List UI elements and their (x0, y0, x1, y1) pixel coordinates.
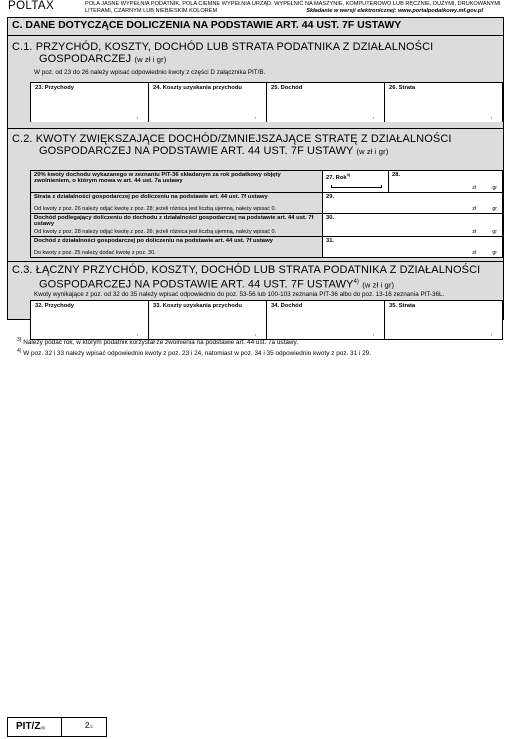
row-29-description: Strata z działalności gospodarczej po doliczeniu na podstawie art. 44 ust. 7f ustawy Od kwoty z poz. 26 należy odjąć kwotę z poz. 28; jeżeli różnica jest liczbą ujemną, należy wpisać 0. (31, 193, 323, 213)
instruction-line-1: POLA JASNE WYPEŁNIA PODATNIK, POLA CIEMNE WYPEŁNIA URZĄD. WYPEŁNIĆ NA MASZYNIE, KOMPUTEROWO LUB RĘCZNIE, DUŻYMI, DRUKOWANYMI (85, 1, 501, 7)
section-c-header (8, 18, 503, 36)
form-section-c (7, 17, 504, 337)
footnote-3: $^{3)}$ Należy podać rok, w którym podatnik korzystał ze zwolnienia na podstawie art. 44 ust. 7a ustawy. (17, 337, 299, 347)
footnote-4: $^{4)}$ W poz. 32 i 33 należy wpisać odpowiednio kwoty z poz. 23 i 24, natomiast w poz. 34 i 35 odpowiednio kwoty z poz. 31 i 29. (17, 348, 372, 358)
poltax-logo: POLTAX (8, 0, 55, 12)
section-c1-fields (30, 82, 503, 122)
row-27-28-description: 20% kwoty dochodu wykazanego w zeznaniu PIT-36 składanym za rok podatkowy objęty zwolnieniem, o którym mowa w art. 44 ust. 7a ustawy (31, 171, 323, 192)
field-23-income[interactable]: 23. Przychody , (31, 83, 149, 122)
field-24-costs[interactable]: 24. Koszty uzyskania przychodu , (149, 83, 267, 122)
field-25-profit[interactable]: 25. Dochód , (267, 83, 385, 122)
section-c1-title: C.1. PRZYCHÓD, KOSZTY, DOCHÓD LUB STRATA PODATNIKA Z DZIAŁALNOŚCI GOSPODARCZEJ (w zł i gr) (12, 41, 434, 65)
year-input-ticks (331, 185, 382, 188)
table-row (31, 214, 503, 237)
electronic-submission-note: Składanie w wersji elektronicznej: www.portalpodatkowy.mf.gov.pl (306, 7, 483, 14)
field-28-amount[interactable]: 28. zł gr (389, 171, 503, 192)
fill-instructions (85, 1, 505, 14)
instruction-line-2: LITERAMI, CZARNYM LUB NIEBIESKIM KOLOREM (85, 7, 218, 14)
field-26-loss[interactable]: 26. Strata , (385, 83, 503, 122)
form-code: PIT/Z(5) (7, 717, 62, 737)
table-row (31, 193, 503, 214)
table-row (31, 237, 503, 258)
section-c3-note: Kwoty wynikające z poz. od 32 do 35 należy wpisać odpowiednio do poz. 53-56 lub 100-103 zeznania PIT-36 albo do poz. 13-16 zeznania PIT-36L. (34, 291, 445, 298)
footnotes (17, 334, 371, 360)
section-c-title: C. DANE DOTYCZĄCE DOLICZENIA NA PODSTAWIE ART. 44 UST. 7F USTAWY (12, 19, 402, 31)
section-c3-title: C.3. ŁĄCZNY PRZYCHÓD, KOSZTY, DOCHÓD LUB STRATA PODATNIKA Z DZIAŁALNOŚCI GOSPODARCZEJ NA PODSTAWIE ART. 44 UST. 7F USTAWY$^{4)}$ (w zł i gr) (12, 264, 481, 291)
table-row (31, 171, 503, 193)
row-31-description: Dochód z działalności gospodarczej po doliczeniu na podstawie art. 44 ust. 7f ustawy Do kwoty z poz. 25 należy dodać kwotę z poz. 30. (31, 237, 323, 257)
section-c2-title: C.2. KWOTY ZWIĘKSZAJĄCE DOCHÓD/ZMNIEJSZAJĄCE STRATĘ Z DZIAŁALNOŚCI GOSPODARCZEJ NA PODSTAWIE ART. 44 UST. 7F USTAWY (w zł i gr) (12, 133, 452, 157)
section-c2-table (30, 170, 503, 258)
section-c1-note: W poz. od 23 do 26 należy wpisać odpowiednio kwoty z części D załącznika PIT/B. (34, 69, 266, 76)
page-number: 2/2 (62, 717, 107, 737)
field-32-income[interactable]: 32. Przychody , (31, 301, 149, 339)
field-30-income-added[interactable]: 30. zł gr (323, 214, 503, 236)
section-c1 (8, 36, 503, 129)
field-33-costs[interactable]: 33. Koszty uzyskania przychodu , (149, 301, 267, 339)
field-31-income-after[interactable]: 31. zł gr (323, 237, 503, 257)
field-27-year[interactable]: 27. Rok$^{3)}$ (323, 171, 389, 192)
field-29-loss-after[interactable]: 29. zł gr (323, 193, 503, 213)
field-34-profit[interactable]: 34. Dochód , (267, 301, 385, 339)
field-35-loss[interactable]: 35. Strata , (385, 301, 503, 339)
row-30-description: Dochód podlegający doliczeniu do dochodu z działalności gospodarczej na podstawie art. 44 ust. 7f ustawy Od kwoty z poz. 28 należy odjąć kwotę z poz. 26; jeżeli różnica jest liczbą ujemną, należy wpisać 0. (31, 214, 323, 236)
